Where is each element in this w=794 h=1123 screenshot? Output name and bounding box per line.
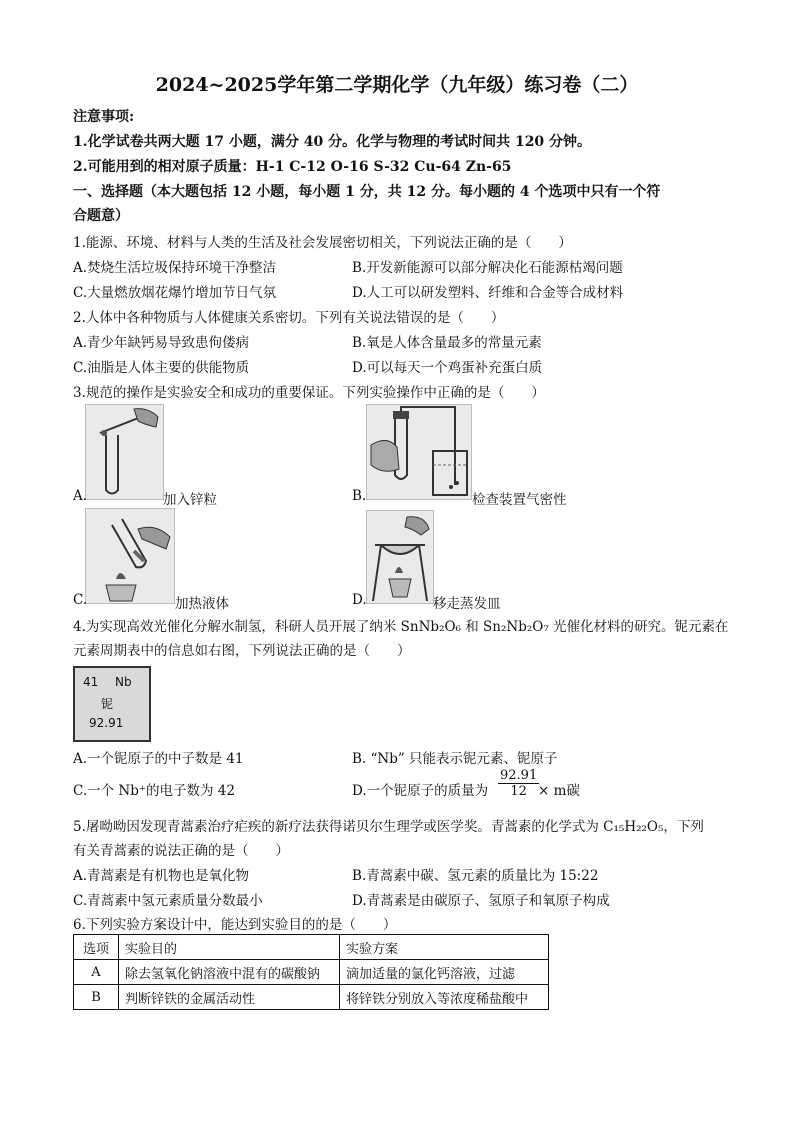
table-cell: A (74, 960, 119, 985)
q4-option-b: B. “Nb” 只能表示铌元素、铌原子 (352, 751, 558, 767)
q5-option-a: A.青蒿素是有机物也是氧化物 (73, 868, 250, 884)
evaporating-dish-image (366, 510, 434, 604)
table-cell: 滴加适量的氯化钙溶液，过滤 (340, 960, 549, 985)
zinc-addition-image (85, 404, 164, 500)
table-header-cell: 实验方案 (340, 935, 549, 960)
table-cell: 判断锌铁的金属活动性 (119, 985, 340, 1010)
periodic-element-card (73, 666, 151, 742)
table-cell: 除去氢氧化钠溶液中混有的碳酸钠 (119, 960, 340, 985)
liquid-heating-image (85, 508, 175, 604)
q3-option-d-caption: 移走蒸发皿 (433, 596, 501, 612)
q1-option-b: B.开发新能源可以部分解决化石能源枯竭问题 (352, 260, 623, 276)
q4-option-a: A.一个铌原子的中子数是 41 (73, 751, 244, 767)
q3-option-a-letter: A. (73, 488, 88, 504)
q5-stem-line-2: 有关青蒿素的说法正确的是（ ） (73, 843, 289, 859)
q3-option-b-letter: B. (352, 488, 367, 504)
q6-stem: 6.下列实验方案设计中，能达到实验目的的是（ ） (73, 917, 397, 933)
q4-option-c: C.一个 Nb⁺的电子数为 42 (73, 783, 235, 799)
q2-option-a: A.青少年缺钙易导致患佝偻病 (73, 335, 250, 351)
q5-option-d: D.青蒿素是由碳原子、氢原子和氧原子构成 (352, 893, 610, 909)
element-symbol: Nb (115, 675, 132, 689)
airtightness-check-image (366, 404, 472, 500)
element-atomic-mass: 92.91 (89, 716, 124, 730)
q4-option-d-suffix: × m碳 (538, 783, 580, 799)
element-atomic-number: 41 (83, 675, 99, 689)
q4-stem-line-2: 元素周期表中的信息如右图，下列说法正确的是（ ） (73, 643, 411, 659)
fraction-numerator: 92.91 (500, 768, 538, 783)
q1-option-a: A.焚烧生活垃圾保持环境干净整洁 (73, 260, 277, 276)
q3-option-a-caption: 加入锌粒 (163, 492, 217, 508)
q3-option-d-letter: D. (352, 592, 367, 608)
q3-stem: 3.规范的操作是实验安全和成功的重要保证。下列实验操作中正确的是（ ） (73, 385, 545, 401)
q2-stem: 2.人体中各种物质与人体健康关系密切。下列有关说法错误的是（ ） (73, 310, 505, 326)
q5-option-c: C.青蒿素中氢元素质量分数最小 (73, 893, 263, 909)
q1-stem: 1.能源、环境、材料与人类的生活及社会发展密切相关，下列说法正确的是（ ） (73, 235, 572, 251)
q4-option-d-fraction (498, 768, 539, 799)
notice-line-1: 1.化学试卷共两大题 17 小题，满分 40 分。化学与物理的考试时间共 120 分钟。 (73, 134, 592, 150)
element-name: 铌 (101, 697, 114, 711)
q3-option-c-caption: 加热液体 (175, 596, 229, 612)
q1-option-d: D.人工可以研发塑料、纤维和合金等合成材料 (352, 285, 624, 301)
table-row (74, 960, 549, 985)
q4-stem-line-1: 4.为实现高效光催化分解水制氢，科研人员开展了纳米 SnNb₂O₆ 和 Sn₂Nb₂O₇ 光催化材料的研究。铌元素在 (73, 619, 729, 635)
q5-option-b: B.青蒿素中碳、氢元素的质量比为 15:22 (352, 868, 599, 884)
q3-option-c-letter: C. (73, 592, 88, 608)
q2-option-d: D.可以每天一个鸡蛋补充蛋白质 (352, 360, 543, 376)
q6-table (73, 934, 549, 1010)
q3-option-b-caption: 检查装置气密性 (472, 492, 567, 508)
section-heading-line-2: 合题意） (73, 208, 129, 224)
q4-option-d-prefix: D.一个铌原子的质量为 (352, 783, 489, 799)
q5-stem-line-1: 5.屠呦呦因发现青蒿素治疗疟疾的新疗法获得诺贝尔生理学或医学奖。青蒿素的化学式为 C₁₅H₂₂O₅，下列 (73, 819, 704, 835)
table-cell: B (74, 985, 119, 1010)
table-header-cell: 实验目的 (119, 935, 340, 960)
q2-option-b: B.氧是人体含量最多的常量元素 (352, 335, 542, 351)
q2-option-c: C.油脂是人体主要的供能物质 (73, 360, 250, 376)
notice-line-2: 2.可能用到的相对原子质量：H-1 C-12 O-16 S-32 Cu-64 Zn-65 (73, 159, 512, 175)
table-header-cell: 选项 (74, 935, 119, 960)
notice-heading: 注意事项: (73, 109, 135, 125)
fraction-denominator: 12 (510, 784, 527, 799)
q1-option-c: C.大量燃放烟花爆竹增加节日气氛 (73, 285, 277, 301)
section-heading-line-1: 一、选择题（本大题包括 12 小题，每小题 1 分，共 12 分。每小题的 4 个选项中只有一个符 (73, 184, 661, 200)
table-row (74, 985, 549, 1010)
page-title: 2024~2025学年第二学期化学（九年级）练习卷（二） (155, 74, 639, 96)
table-header-row (74, 935, 549, 960)
table-cell: 将锌铁分别放入等浓度稀盐酸中 (340, 985, 549, 1010)
